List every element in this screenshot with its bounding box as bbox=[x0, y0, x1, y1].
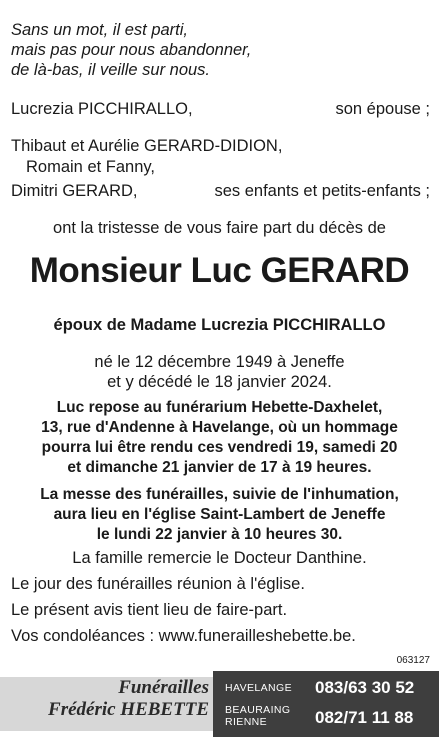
mass-line: le lundi 22 janvier à 10 heures 30. bbox=[96, 526, 343, 543]
deceased-name: Monsieur Luc GERARD bbox=[29, 251, 410, 290]
birth-death-dates bbox=[0, 352, 439, 392]
mass-line: La messe des funérailles, suivie de l'inhumation, bbox=[40, 486, 399, 503]
mass-line: aura lieu en l'église Saint-Lambert de Jeneffe bbox=[53, 506, 386, 523]
poem-line: mais pas pour nous abandonner, bbox=[11, 41, 252, 59]
note-line: Le présent avis tient lieu de faire-part. bbox=[11, 601, 288, 619]
children-role: ses enfants et petits-enfants ; bbox=[214, 182, 430, 200]
condolences-line: Vos condoléances : www.funerailleshebette.be. bbox=[11, 627, 356, 645]
funerarium-info bbox=[0, 398, 439, 478]
city-havelange: HAVELANGE bbox=[225, 682, 293, 694]
city-rienne: RIENNE bbox=[225, 716, 268, 728]
funerarium-line: 13, rue d'Andenne à Havelange, où un hommage bbox=[41, 419, 398, 436]
brand-line-2: Frédéric HEBETTE bbox=[48, 699, 209, 720]
funerarium-line: pourra lui être rendu ces vendredi 19, samedi 20 bbox=[41, 439, 398, 456]
thanks-text: La famille remercie le Docteur Danthine. bbox=[72, 549, 367, 567]
spouse-role: son épouse ; bbox=[335, 100, 430, 118]
contact-box bbox=[213, 671, 439, 737]
funeral-home-footer bbox=[0, 671, 439, 737]
mass-info bbox=[0, 485, 439, 545]
children-line-1: Thibaut et Aurélie GERARD-DIDION, bbox=[11, 137, 283, 155]
poem-line: de là-bas, il veille sur nous. bbox=[11, 61, 211, 79]
note-line: Le jour des funérailles réunion à l'église. bbox=[11, 575, 305, 593]
poem-line: Sans un mot, il est parti, bbox=[11, 21, 188, 39]
city-beauraing: BEAURAING bbox=[225, 704, 291, 716]
children-line-3: Dimitri GERARD, bbox=[11, 182, 138, 200]
funerarium-line: Luc repose au funérarium Hebette-Daxhelet, bbox=[56, 399, 383, 416]
children-line-2: Romain et Fanny, bbox=[26, 158, 156, 176]
spouse-name: Lucrezia PICCHIRALLO, bbox=[11, 100, 193, 118]
intro-text: ont la tristesse de vous faire part du décès de bbox=[53, 219, 386, 237]
died-line: et y décédé le 18 janvier 2024. bbox=[107, 373, 332, 391]
brand-line-1: Funérailles bbox=[118, 677, 209, 698]
spouse-of: époux de Madame Lucrezia PICCHIRALLO bbox=[53, 316, 386, 334]
phone-beauraing: 082/71 11 88 bbox=[315, 708, 414, 727]
spouse-row bbox=[11, 99, 430, 119]
reference-number: 063127 bbox=[396, 655, 430, 666]
born-line: né le 12 décembre 1949 à Jeneffe bbox=[94, 353, 345, 371]
poem bbox=[11, 20, 251, 80]
phone-havelange: 083/63 30 52 bbox=[315, 678, 415, 697]
children-row bbox=[11, 181, 430, 201]
funerarium-line: et dimanche 21 janvier de 17 à 19 heures. bbox=[67, 459, 372, 476]
